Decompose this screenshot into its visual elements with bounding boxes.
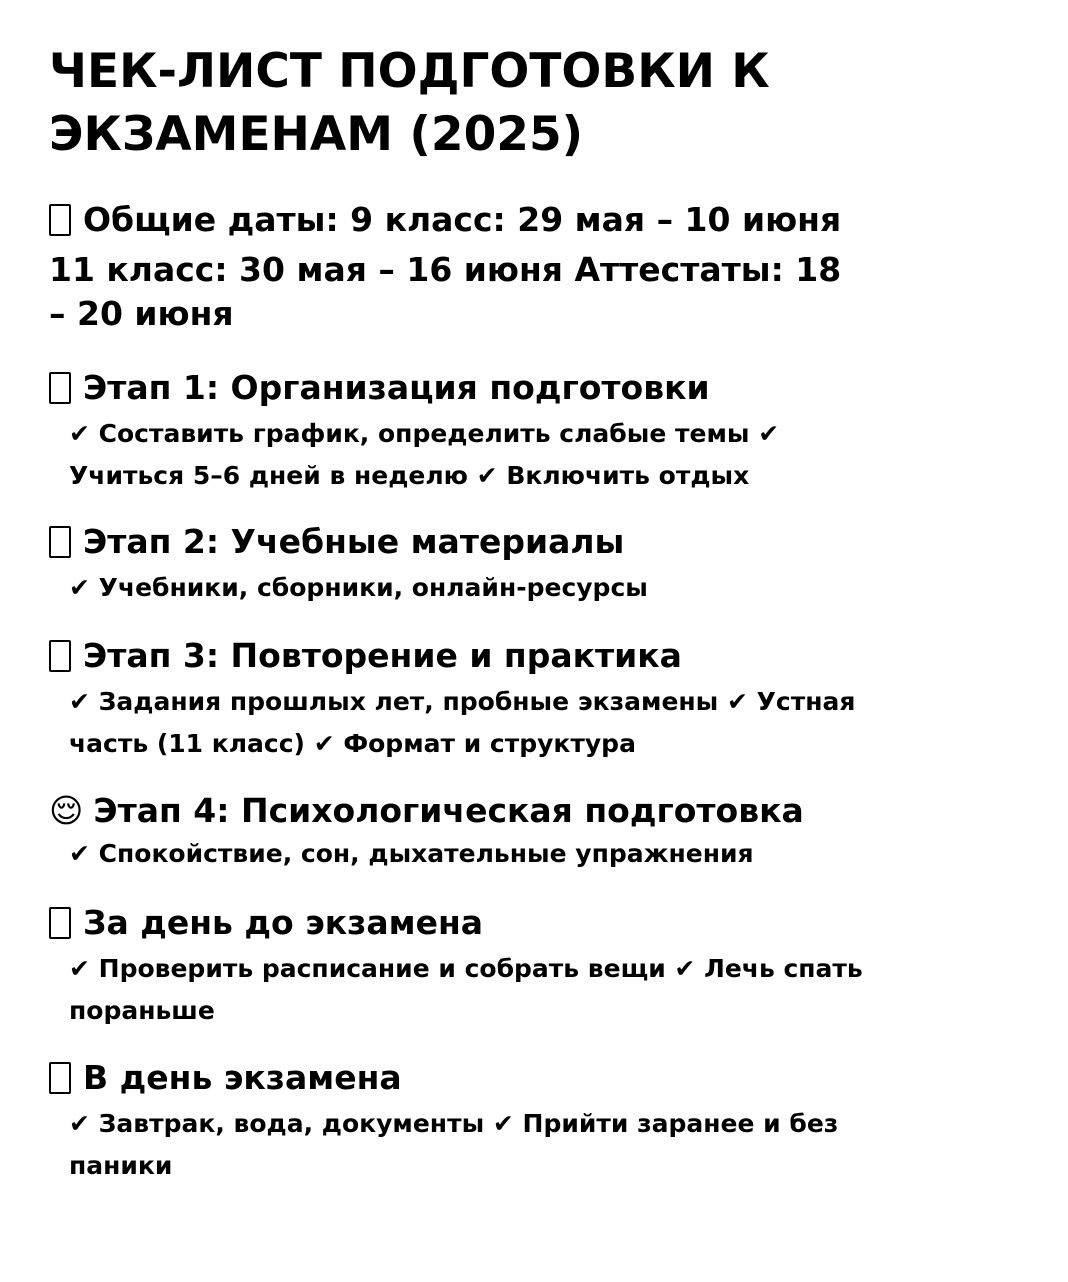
section-heading-text: За день до экзамена <box>83 903 484 942</box>
section-heading-text: Этап 2: Учебные материалы <box>83 522 625 561</box>
section-body <box>49 948 969 1032</box>
section-heading-text: Этап 1: Организация подготовки <box>83 368 710 407</box>
pencil-icon <box>49 640 71 672</box>
dates-line-3: – 20 июня <box>49 294 234 333</box>
relieved-face-icon: 😌 <box>49 791 84 830</box>
section-body-line: ✔ Учебники, сборники, онлайн-ресурсы <box>69 573 648 602</box>
section-body-line: Учиться 5–6 дней в неделю ✔ Включить отдых <box>69 461 750 490</box>
section-body <box>49 833 969 875</box>
section-body-line: пораньше <box>69 996 215 1025</box>
section-body <box>49 1103 969 1187</box>
section-body-line: ✔ Спокойствие, сон, дыхательные упражнения <box>69 839 754 868</box>
title-line-2: ЭКЗАМЕНАМ (2025) <box>49 107 584 162</box>
dates-line-2: 11 класс: 30 мая – 16 июня Аттестаты: 18 <box>49 250 842 289</box>
section-body <box>49 567 969 609</box>
books-icon <box>49 526 71 558</box>
section-body <box>49 413 969 497</box>
section-body-line: ✔ Задания прошлых лет, пробные экзамены ✔ Устная <box>69 687 856 716</box>
clock-icon <box>49 907 71 939</box>
section-stage-4 <box>49 789 1049 875</box>
section-body-line: часть (11 класс) ✔ Формат и структура <box>69 729 636 758</box>
section-heading-text: Этап 4: Психологическая подготовка <box>93 791 804 830</box>
section-body <box>49 681 969 765</box>
section-heading-text: Этап 3: Повторение и практика <box>83 636 682 675</box>
page-title <box>49 40 949 166</box>
target-icon <box>49 1062 71 1094</box>
section-stage-1 <box>49 366 1049 497</box>
section-body-line: ✔ Составить график, определить слабые темы ✔ <box>69 419 780 448</box>
section-heading <box>49 789 1049 833</box>
gear-icon <box>49 372 71 404</box>
section-body-line: паники <box>69 1151 173 1180</box>
calendar-icon <box>49 204 71 236</box>
section-heading <box>49 366 1049 410</box>
section-heading <box>49 901 1049 945</box>
section-heading <box>49 1056 1049 1100</box>
section-body-line: ✔ Проверить расписание и собрать вещи ✔ Лечь спать <box>69 954 863 983</box>
section-heading <box>49 520 1049 564</box>
title-line-1: ЧЕК-ЛИСТ ПОДГОТОВКИ К <box>49 44 770 99</box>
section-heading <box>49 634 1049 678</box>
section-body-line: ✔ Завтрак, вода, документы ✔ Прийти заранее и без <box>69 1109 839 1138</box>
section-exam-day <box>49 1056 1049 1187</box>
section-stage-3 <box>49 634 1049 765</box>
dates-line-1 <box>49 198 1049 242</box>
section-stage-2 <box>49 520 1049 609</box>
section-heading-text: В день экзамена <box>83 1058 402 1097</box>
section-day-before <box>49 901 1049 1032</box>
dates-text-1: Общие даты: 9 класс: 29 мая – 10 июня <box>83 200 842 239</box>
